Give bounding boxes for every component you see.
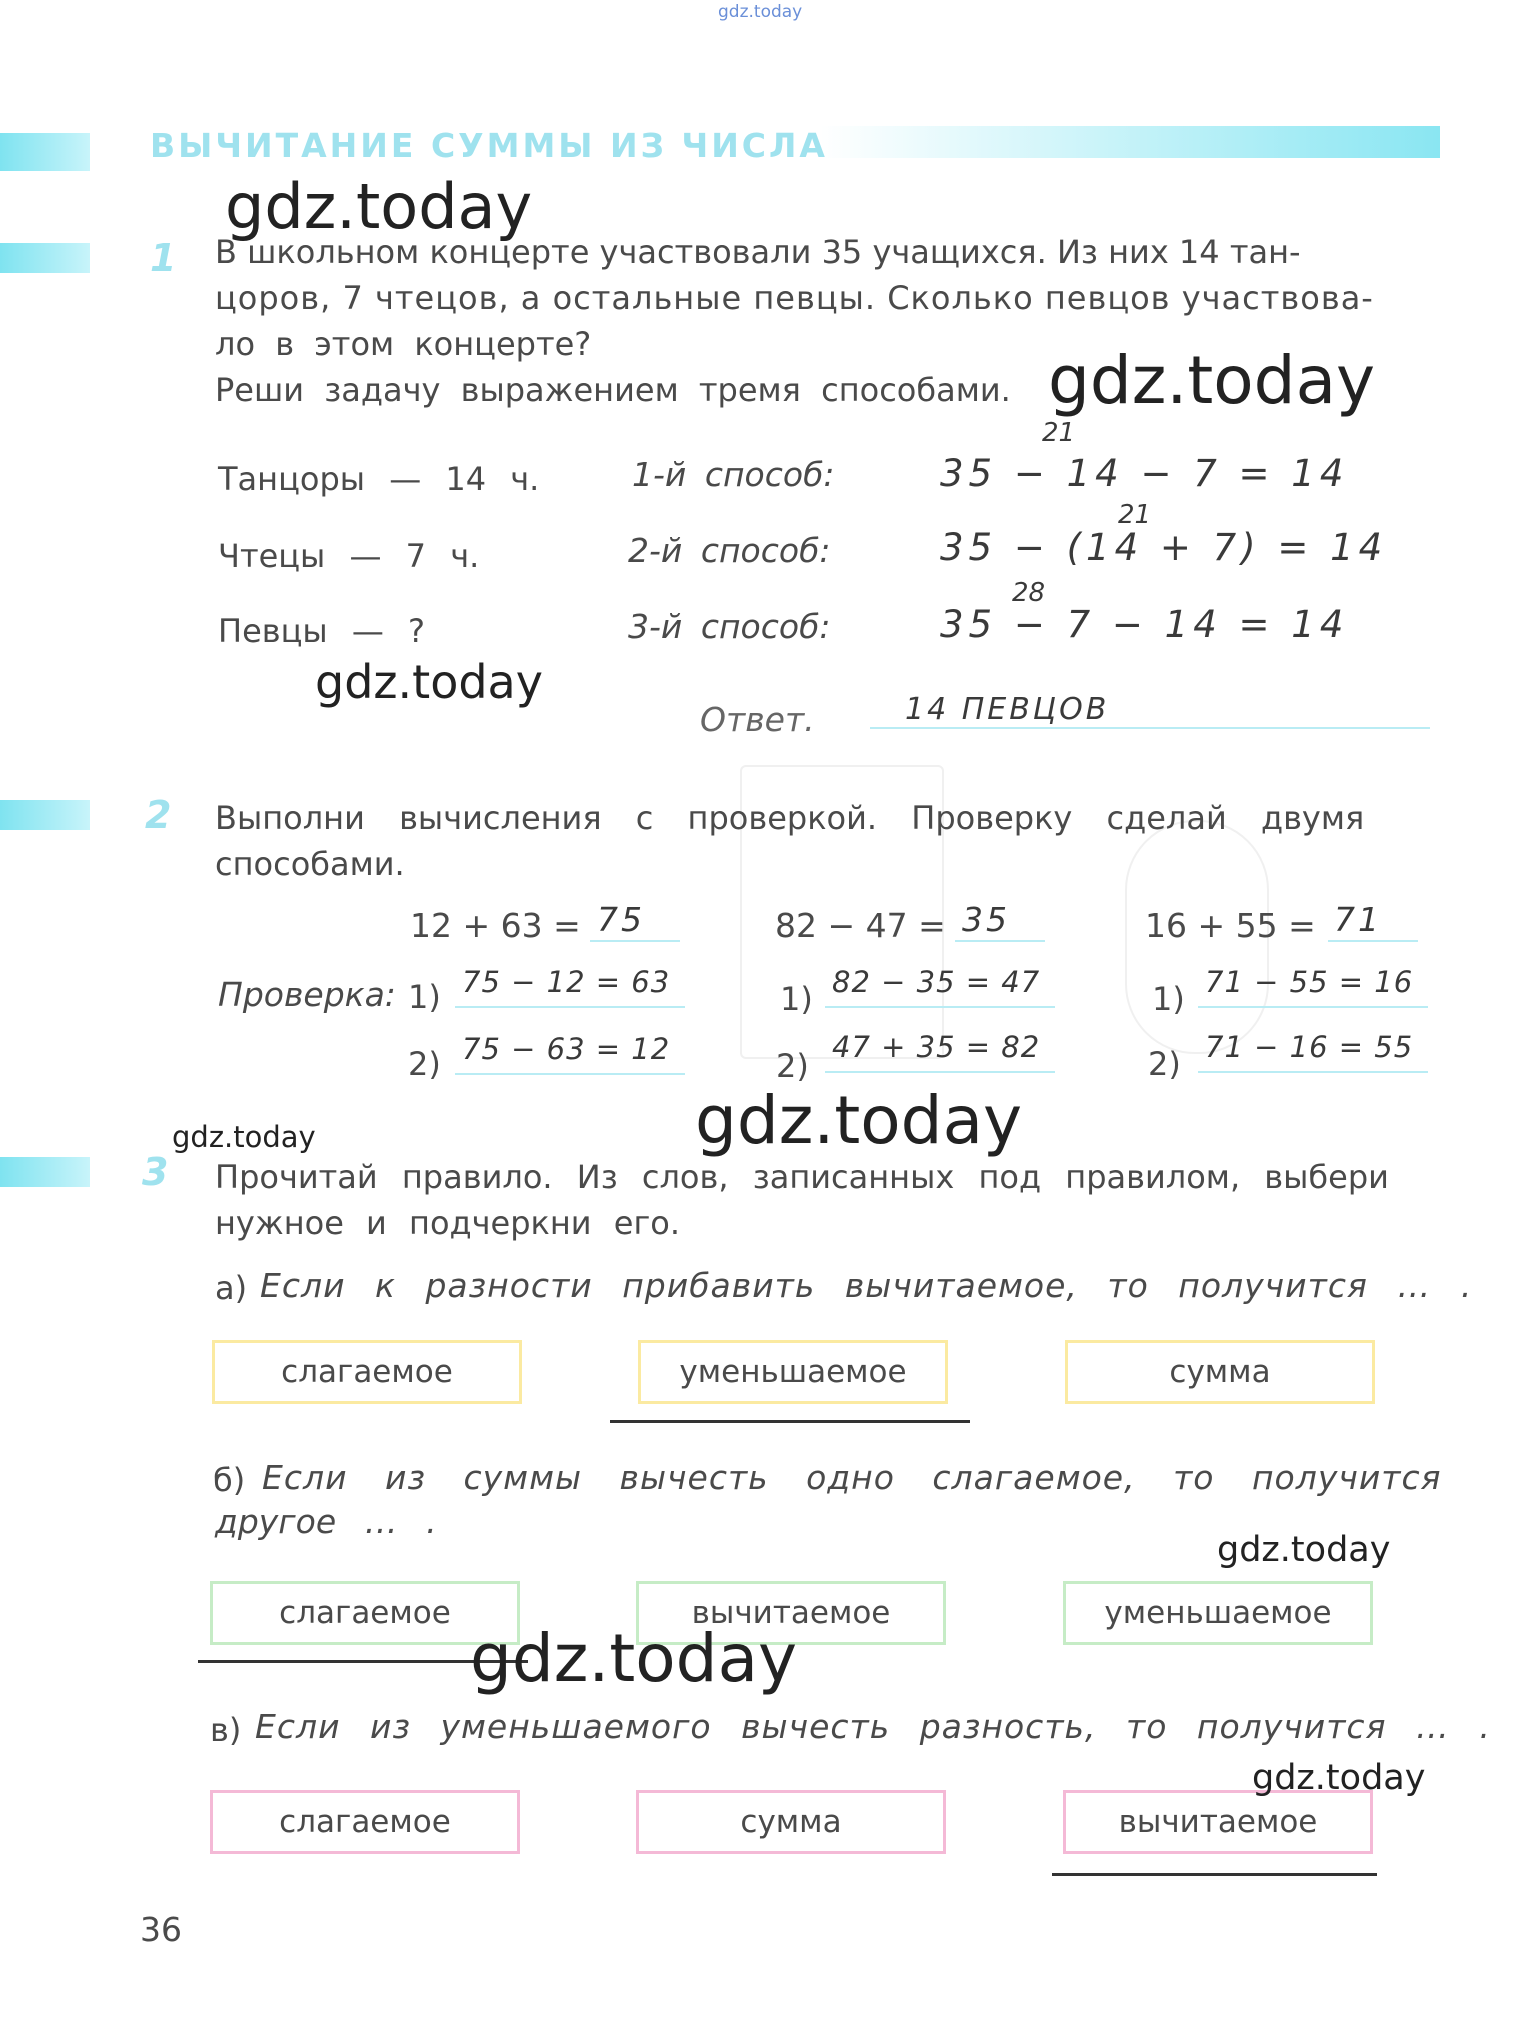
ex2-col1-check1-num: 1)	[408, 978, 441, 1016]
ex3-marker-band	[0, 1157, 90, 1187]
ex3-text-line: Прочитай правило. Из слов, записанных под правилом, выбери	[215, 1158, 1389, 1196]
ex1-note-2: 21	[1118, 500, 1152, 530]
ex2-col2-check1-num: 1)	[780, 980, 813, 1018]
ex3-a-option-addend[interactable]: слагаемое	[212, 1340, 522, 1404]
ex1-answer-line	[870, 727, 1430, 729]
ex2-col1-check2: 75 − 63 = 12	[462, 1032, 671, 1066]
watermark-8: gdz.today	[1252, 1758, 1426, 1798]
ex3-c-letter: в)	[210, 1711, 242, 1749]
ex2-col3-check2-num: 2)	[1148, 1045, 1181, 1083]
ex1-answer-value: 14 ПЕВЦОВ	[905, 692, 1110, 727]
ex1-number: 1	[150, 236, 177, 280]
ex3-a-letter: а)	[215, 1269, 248, 1307]
ex1-note-3: 28	[1012, 578, 1046, 608]
ex2-col2-result-line	[955, 940, 1045, 942]
title-band-left	[0, 133, 90, 171]
ex3-line-1	[215, 1155, 1437, 1199]
ex1-way-2: 2-й способ:	[628, 531, 831, 570]
ex1-solution-1: 35 − 14 − 7 = 14	[940, 452, 1349, 495]
ex1-line-2: цоров, 7 чтецов, а остальные певцы. Сколько певцов участвова-	[215, 279, 1374, 317]
ex2-line-1	[215, 796, 1437, 840]
ex2-col2-expr: 82 − 47 =	[775, 906, 946, 945]
ex3-b-option-addend[interactable]: слагаемое	[210, 1581, 520, 1645]
ex2-col2-check2-line	[825, 1071, 1055, 1073]
ex2-col3-result: 71	[1334, 900, 1382, 939]
ex2-col1-expr: 12 + 63 =	[410, 906, 581, 945]
ex1-line-3: ло в этом концерте?	[215, 325, 592, 363]
page-number: 36	[140, 1910, 182, 1949]
ex2-col3-check2: 71 − 16 = 55	[1205, 1030, 1414, 1064]
ex2-col1-check1: 75 − 12 = 63	[462, 965, 671, 999]
ex1-line-4: Реши задачу выражением тремя способами.	[215, 371, 1011, 409]
ex2-line-2: способами.	[215, 845, 405, 883]
ex3-c-rule: Если из уменьшаемого вычесть разность, то получится … .	[255, 1707, 1491, 1746]
watermark-6: gdz.today	[1217, 1530, 1391, 1570]
ex2-col1-check2-line	[455, 1073, 685, 1075]
ex1-solution-3: 35 − 7 − 14 = 14	[940, 603, 1349, 646]
ex3-a-option-sum[interactable]: сумма	[1065, 1340, 1375, 1404]
ex2-col1-check2-num: 2)	[408, 1045, 441, 1083]
ex3-a-option-minuend[interactable]: уменьшаемое	[638, 1340, 948, 1404]
ex3-c-option-addend[interactable]: слагаемое	[210, 1790, 520, 1854]
ex2-col3-expr: 16 + 55 =	[1145, 906, 1316, 945]
ex2-text-line: Выполни вычисления с проверкой. Проверку сделай двумя	[215, 799, 1365, 837]
ex1-note-1: 21	[1042, 418, 1076, 448]
ex2-col3-check1-line	[1198, 1006, 1428, 1008]
ex3-c-option-sum[interactable]: сумма	[636, 1790, 946, 1854]
ex3-b-option-subtrahend[interactable]: вычитаемое	[636, 1581, 946, 1645]
ex2-col2-result: 35	[962, 900, 1010, 939]
ex1-row-label-singers: Певцы — ?	[218, 612, 425, 650]
ex2-col1-result: 75	[597, 900, 645, 939]
ex2-col3-check1-num: 1)	[1152, 980, 1185, 1018]
header-site-label: gdz.today	[718, 2, 803, 22]
watermark-3: gdz.today	[315, 655, 543, 709]
section-title: ВЫЧИТАНИЕ СУММЫ ИЗ ЧИСЛА	[150, 126, 828, 165]
title-band-right	[820, 126, 1440, 158]
ex2-col2-check1: 82 − 35 = 47	[832, 965, 1041, 999]
ex2-col2-check2-num: 2)	[776, 1047, 809, 1085]
ex2-check-label: Проверка:	[218, 975, 396, 1014]
ex1-row-label-dancers: Танцоры — 14 ч.	[218, 460, 540, 498]
ex3-number: 3	[142, 1150, 169, 1194]
ex3-a-underline	[610, 1420, 970, 1423]
ex2-col3-result-line	[1328, 940, 1418, 942]
ex2-number: 2	[145, 793, 172, 837]
ex1-solution-2: 35 − (14 + 7) = 14	[940, 526, 1388, 569]
ex2-marker-band	[0, 800, 90, 830]
ex2-col2-check2: 47 + 35 = 82	[832, 1030, 1041, 1064]
ex1-way-1: 1-й способ:	[632, 455, 835, 494]
watermark-4: gdz.today	[172, 1120, 316, 1154]
ex3-line-2: нужное и подчеркни его.	[215, 1204, 681, 1242]
ex1-way-3: 3-й способ:	[628, 607, 831, 646]
ex3-b-option-minuend[interactable]: уменьшаемое	[1063, 1581, 1373, 1645]
ex2-col1-result-line	[590, 940, 680, 942]
ex1-answer-label: Ответ.	[700, 700, 815, 739]
ex3-b-rule-1: Если из суммы вычесть одно слагаемое, то получится	[262, 1458, 1442, 1497]
ex1-row-label-readers: Чтецы — 7 ч.	[218, 537, 480, 575]
ex3-b-rule-2: другое … .	[215, 1502, 437, 1541]
watermark-1: gdz.today	[225, 170, 533, 243]
ex1-text-line: В школьном концерте участвовали 35 учащихся. Из них 14 тан-	[215, 233, 1301, 271]
ex2-col2-check1-line	[825, 1006, 1055, 1008]
ex3-c-underline	[1052, 1873, 1377, 1876]
watermark-7: gdz.today	[470, 1620, 798, 1697]
ex2-col3-check1: 71 − 55 = 16	[1205, 965, 1414, 999]
ex3-b-letter: б)	[213, 1461, 246, 1499]
ex1-marker-band	[0, 243, 90, 273]
watermark-2: gdz.today	[1048, 342, 1376, 419]
ex2-col3-check2-line	[1198, 1071, 1428, 1073]
ex3-c-option-subtrahend[interactable]: вычитаемое	[1063, 1790, 1373, 1854]
watermark-5: gdz.today	[695, 1082, 1023, 1159]
ex2-col1-check1-line	[455, 1006, 685, 1008]
ex3-a-rule: Если к разности прибавить вычитаемое, то получится … .	[260, 1266, 1473, 1305]
